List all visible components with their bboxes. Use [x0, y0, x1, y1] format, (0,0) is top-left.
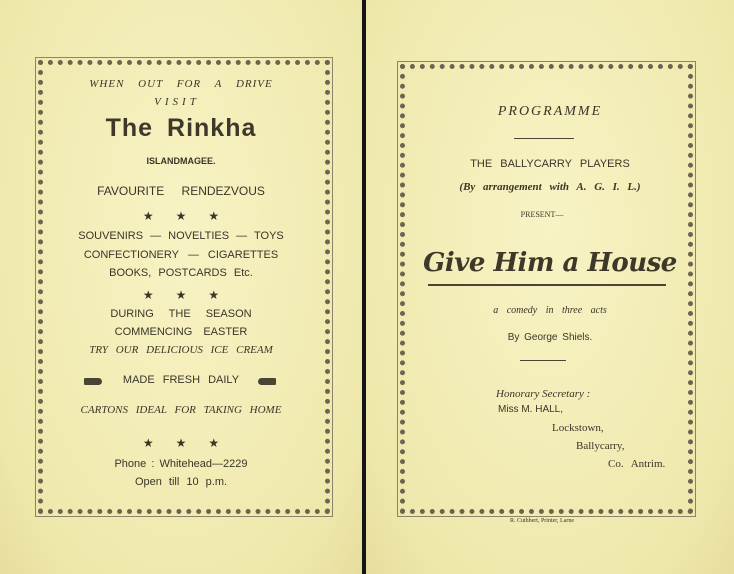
- present-line: PRESENT—: [520, 210, 564, 219]
- company-name: THE BALLYCARRY PLAYERS: [470, 158, 630, 170]
- star-divider-1: ★★★: [142, 209, 242, 223]
- drive-line: WHEN OUT FOR A DRIVE: [89, 78, 273, 90]
- items-line-3: BOOKS, POSTCARDS Etc.: [109, 267, 253, 279]
- visit-line: VISIT: [154, 96, 200, 108]
- programme-heading: PROGRAMME: [497, 104, 603, 119]
- printer-credit: R. Cuthbert, Printer, Larne: [509, 518, 575, 524]
- season-line-2: COMMENCING EASTER: [114, 326, 248, 338]
- items-line-1: SOUVENIRS — NOVELTIES — TOYS: [78, 230, 284, 242]
- secretary-name: Miss M. HALL,: [498, 404, 564, 415]
- season-line-1: DURING THE SEASON: [110, 308, 252, 320]
- right-decorative-border: [400, 64, 693, 514]
- phone-line: Phone : Whitehead—2229: [114, 458, 248, 470]
- heading-rule: [514, 138, 574, 139]
- address-line-1: Lockstown,: [552, 422, 604, 434]
- pointing-hand-left-icon: [258, 378, 276, 385]
- star-divider-2: ★★★: [142, 288, 242, 302]
- address-line-3: Co. Antrim.: [608, 458, 666, 470]
- comedy-line: a comedy in three acts: [493, 305, 607, 316]
- made-fresh-line: MADE FRESH DAILY: [122, 374, 240, 386]
- ice-cream-line: TRY OUR DELICIOUS ICE CREAM: [89, 344, 273, 356]
- right-page: [366, 0, 734, 574]
- tagline: FAVOURITE RENDEZVOUS: [97, 184, 265, 198]
- place-name: ISLANDMAGEE.: [146, 156, 216, 166]
- author-rule: [520, 360, 566, 361]
- rinkha-title: The Rinkha: [105, 114, 257, 142]
- items-line-2: CONFECTIONERY — CIGARETTES: [83, 249, 279, 261]
- title-underline: [428, 284, 666, 286]
- address-line-2: Ballycarry,: [576, 440, 625, 452]
- left-page: [0, 0, 362, 574]
- author-line: By George Shiels.: [507, 332, 593, 343]
- star-divider-3: ★★★: [142, 436, 242, 450]
- secretary-label: Honorary Secretary :: [496, 388, 591, 400]
- opening-hours-line: Open till 10 p.m.: [134, 476, 228, 488]
- play-title: Give Him a House: [423, 248, 677, 278]
- arrangement-line: (By arrangement with A. G. I. L.): [459, 181, 641, 193]
- cartons-line: CARTONS IDEAL FOR TAKING HOME: [80, 404, 282, 416]
